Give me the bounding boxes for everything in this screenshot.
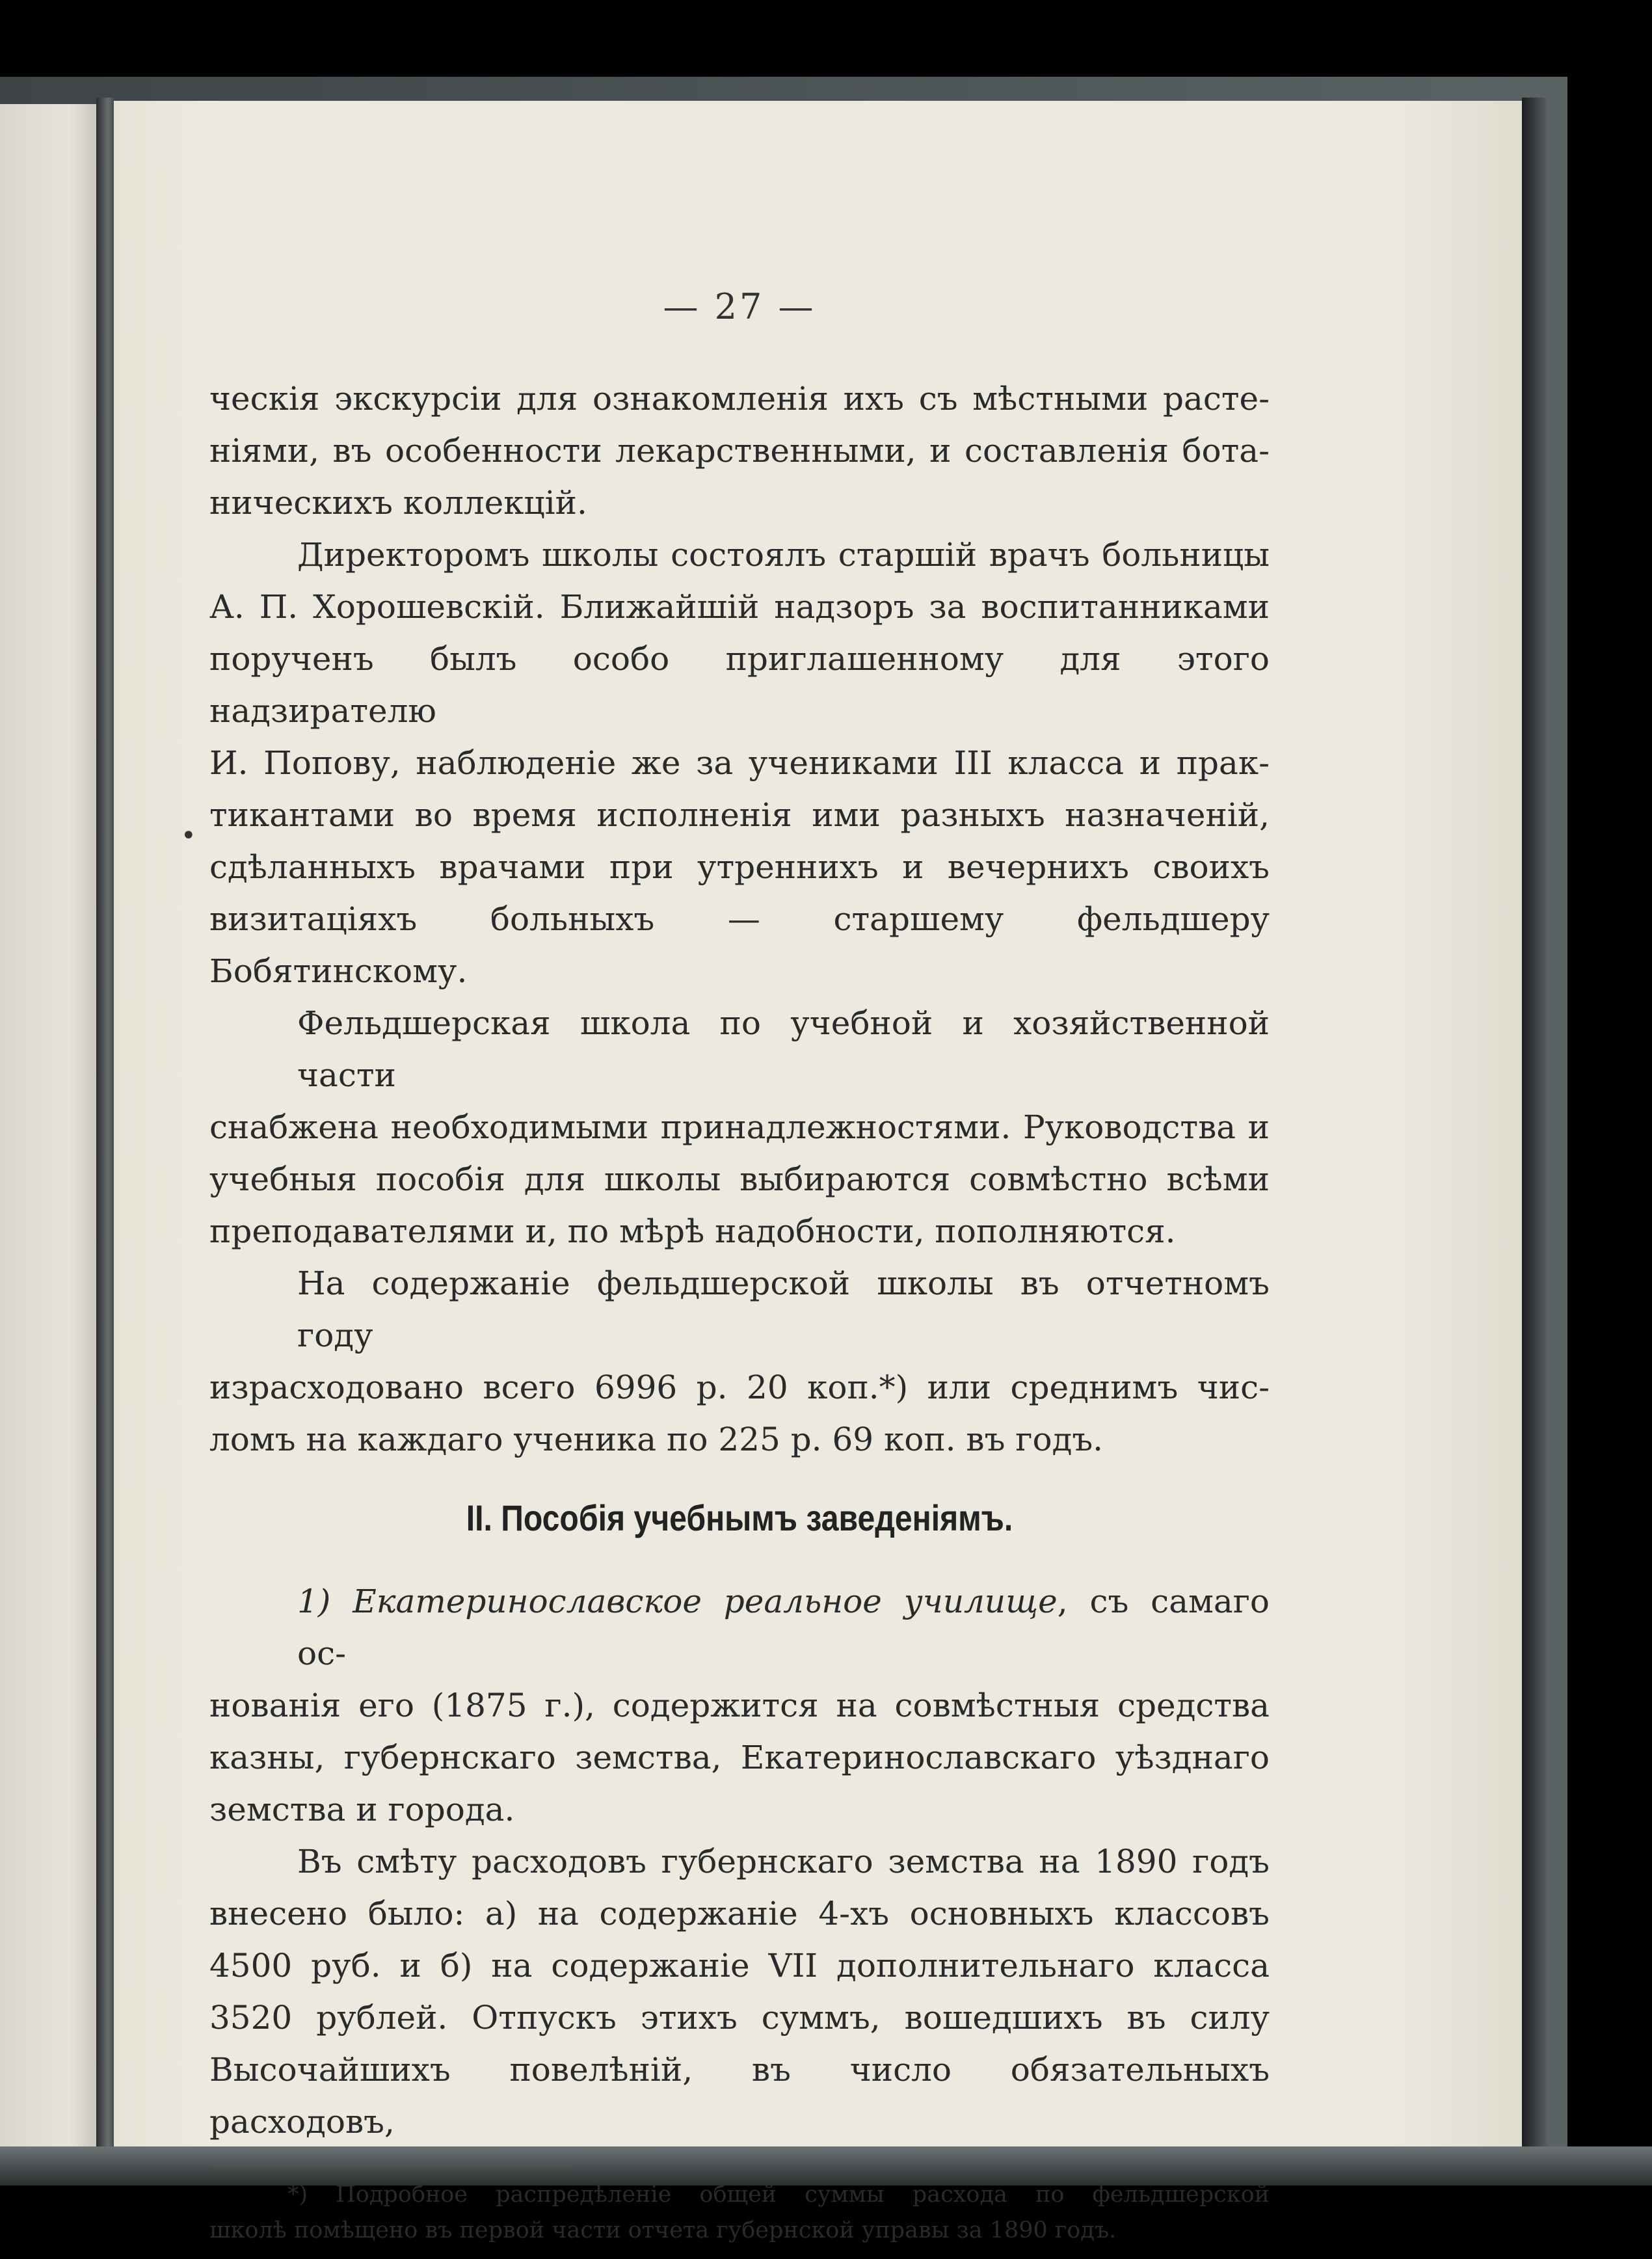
text-line: нованія его (1875 г.), содержится на совмѣстныя средства [209,1687,1270,1724]
text-line: казны, губернскаго земства, Екатеринославскаго уѣзднаго [209,1739,1270,1776]
text-line: Высочайшихъ повелѣній, въ число обязательныхъ расходовъ, [209,2051,1270,2141]
text-line: тикантами во время исполненія ими разныхъ назначеній, [209,796,1270,834]
paragraph-3 [209,997,1270,1257]
text-line: преподавателями и, по мѣрѣ надобности, пополняются. [209,1212,1176,1250]
margin-mark: • [181,821,196,851]
paragraph-5 [209,1575,1270,1836]
text-line: ніями, въ особенности лекарственными, и составленія бота- [209,432,1270,470]
footnote-line: школѣ помѣщено въ первой части отчета губернской управы за 1890 годъ. [209,2217,1117,2243]
italic-school-name: 1) Екатеринославское реальное училище [297,1583,1058,1620]
text-line: 3520 рублей. Отпускъ этихъ суммъ, вошедшихъ въ силу [209,1999,1270,2037]
text-line: внесено было: а) на содержаніе 4-хъ основныхъ классовъ [209,1895,1270,1932]
text-line: израсходовано всего 6996 р. 20 коп.*) или среднимъ чис- [209,1369,1270,1406]
text-line: И. Попову, наблюденіе же за учениками III класса и прак- [209,744,1270,782]
paragraph-4 [209,1257,1270,1465]
book-spine [96,98,116,2153]
page-number: — 27 — [663,286,816,327]
section-heading: II. Пособія учебнымъ заведеніямъ. [466,1497,1013,1538]
text-line: земства и города. [209,1791,515,1828]
text-line: А. П. Хорошевскій. Ближайшій надзоръ за воспитанниками [209,588,1270,626]
text-line: Директоромъ школы состоялъ старшій врачъ больницы [297,536,1270,574]
text-fragment: , съ самаго ос- [297,1583,1270,1672]
text-line: ломъ на каждаго ученика по 225 р. 69 коп. въ годъ. [209,1421,1104,1458]
text-line: На содержаніе фельдшерской школы въ отчетномъ году [297,1264,1270,1354]
text-column [209,286,1270,2249]
footnote-line: *) Подробное распредѣленіе общей суммы расхода по фельдшерской [287,2182,1270,2208]
footnote-rule [209,2163,574,2165]
text-line: порученъ былъ особо приглашенному для этого надзирателю [209,640,1270,730]
text-line: учебныя пособія для школы выбираются совмѣстно всѣми [209,1160,1270,1198]
text-line: визитаціяхъ больныхъ — старшему фельдшеру Бобятинскому. [209,900,1270,990]
paragraph-1 [209,373,1270,529]
text-line: Фельдшерская школа по учебной и хозяйственной части [297,1004,1270,1094]
text-line [209,1575,1270,1679]
text-line: 4500 руб. и б) на содержаніе VII дополнительнаго класса [209,1947,1270,1985]
text-line: ническихъ коллекцій. [209,484,587,522]
paragraph-2 [209,529,1270,997]
text-line: снабжена необходимыми принадлежностями. Руководства и [209,1108,1270,1146]
text-line: сдѣланныхъ врачами при утреннихъ и вечернихъ своихъ [209,848,1270,886]
footnote [209,2177,1270,2249]
page-edge-shadow [1522,98,1548,2156]
text-line: Въ смѣту расходовъ губернскаго земства на 1890 годъ [297,1843,1270,1880]
left-page-edge [0,104,98,2146]
paragraph-6 [209,1836,1270,2148]
text-line: ческія экскурсіи для ознакомленія ихъ съ мѣстными расте- [209,380,1270,418]
